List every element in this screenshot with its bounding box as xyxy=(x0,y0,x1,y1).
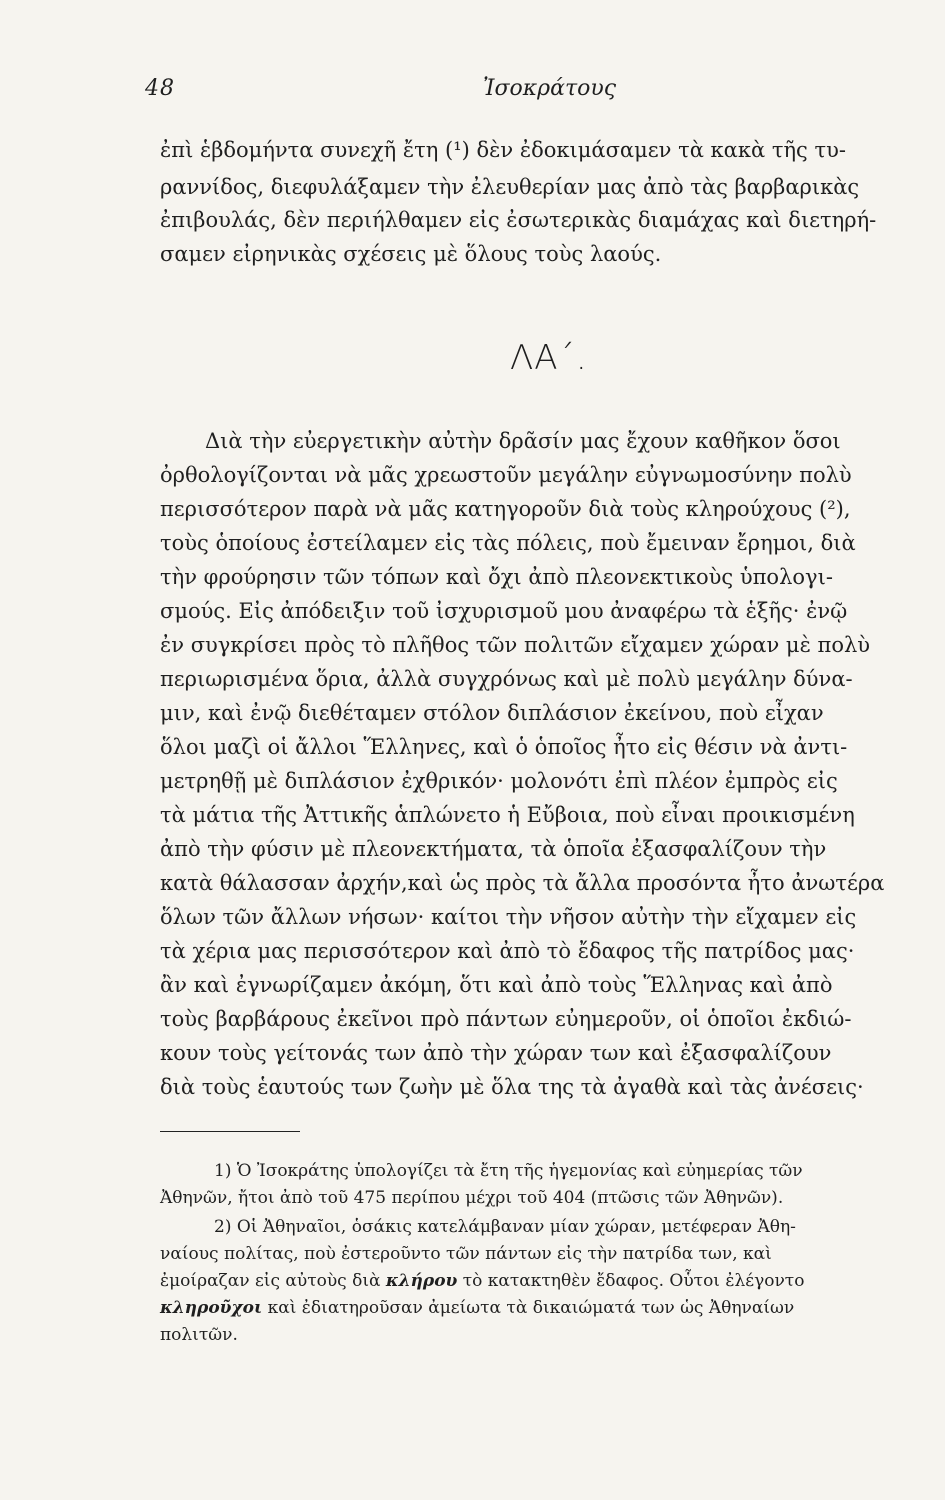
text-line: ὅλων τῶν ἄλλων νήσων· καίτοι τὴν νῆσον αὐτὴν τὴν εἴχαμεν εἰς xyxy=(160,905,857,929)
running-head: Ἰσοκράτους xyxy=(483,76,617,101)
footnote-line xyxy=(160,1268,920,1294)
text-line: ραννίδος, διεφυλάξαμεν τὴν ἐλευθερίαν μας ἀπὸ τὰς βαρβαρικὰς xyxy=(160,175,860,199)
text-line: τὰ χέρια μας περισσότερον καὶ ἀπὸ τὸ ἔδαφος τῆς πατρίδος μας· xyxy=(160,939,855,963)
text-line: τὰ μάτια τῆς Ἀττικῆς ἁπλώνετο ἡ Εὔβοια, ποὺ εἶναι προικισμένη xyxy=(160,803,855,827)
text-line: Διὰ τὴν εὐεργετικὴν αὐτὴν δρᾶσίν μας ἔχουν καθῆκον ὅσοι xyxy=(205,429,841,453)
page-header xyxy=(145,76,805,106)
text-line: ἂν καὶ ἐγνωρίζαμεν ἀκόμη, ὅτι καὶ ἀπὸ τοὺς Ἕλληνας καὶ ἀπὸ xyxy=(160,973,833,997)
footnote-line: πολιτῶν. xyxy=(160,1325,238,1345)
text-line: σαμεν εἰρηνικὰς σχέσεις μὲ ὅλους τοὺς λαούς. xyxy=(160,242,662,266)
text-line: τοὺς ὁποίους ἐστείλαμεν εἰς τὰς πόλεις, ποὺ ἔμειναν ἔρημοι, διὰ xyxy=(160,531,856,555)
footnote-line: Ἀθηνῶν, ἤτοι ἀπὸ τοῦ 475 περίπου μέχρι τοῦ 404 (πτῶσις τῶν Ἀθηνῶν). xyxy=(160,1188,784,1208)
text-line: περιωρισμένα ὅρια, ἀλλὰ συγχρόνως καὶ μὲ πολὺ μεγάλην δύνα- xyxy=(160,667,853,691)
footnote-emphasis: κλήρου xyxy=(385,1271,458,1291)
text-line: ἐπὶ ἑβδομήντα συνεχῆ ἔτη (¹) δὲν ἐδοκιμάσαμεν τὰ κακὰ τῆς τυ- xyxy=(160,138,846,162)
text-line: κατὰ θάλασσαν ἀρχήν,καὶ ὡς πρὸς τὰ ἄλλα προσόντα ἦτο ἀνωτέρα xyxy=(160,871,885,895)
text-line: περισσότερον παρὰ νὰ μᾶς κατηγοροῦν διὰ τοὺς κληρούχους (²), xyxy=(160,497,851,521)
text-line: ἐν συγκρίσει πρὸς τὸ πλῆθος τῶν πολιτῶν εἴχαμεν χώραν μὲ πολὺ xyxy=(160,633,871,657)
chapter-heading: ΛΑ΄. xyxy=(510,338,588,378)
footnote-line: 1) Ὁ Ἰσοκράτης ὑπολογίζει τὰ ἔτη τῆς ἡγεμονίας καὶ εὐημερίας τῶν xyxy=(214,1161,803,1181)
footnote-line: ναίους πολίτας, ποὺ ἐστεροῦντο τῶν πάντων εἰς τὴν πατρίδα των, καὶ xyxy=(160,1244,772,1264)
footnote-emphasis: κληροῦχοι xyxy=(160,1298,263,1318)
text-line: κουν τοὺς γείτονάς των ἀπὸ τὴν χώραν των καὶ ἐξασφαλίζουν xyxy=(160,1041,832,1065)
text-line: μετρηθῇ μὲ διπλάσιον ἐχθρικόν· μολονότι ἐπὶ πλέον ἐμπρὸς εἰς xyxy=(160,769,838,793)
footnote-divider xyxy=(160,1131,300,1132)
footnote-text: ἐμοίραζαν εἰς αὐτοὺς διὰ xyxy=(160,1271,386,1291)
text-line: διὰ τοὺς ἑαυτούς των ζωὴν μὲ ὅλα της τὰ ἀγαθὰ καὶ τὰς ἀνέσεις· xyxy=(160,1075,864,1099)
text-line: ἀπὸ τὴν φύσιν μὲ πλεονεκτήματα, τὰ ὁποῖα ἐξασφαλίζουν τὴν xyxy=(160,837,827,861)
text-line: τὴν φρούρησιν τῶν τόπων καὶ ὄχι ἀπὸ πλεονεκτικοὺς ὑπολογι- xyxy=(160,565,833,589)
text-line: ἐπιβουλάς, δὲν περιήλθαμεν εἰς ἐσωτερικὰς διαμάχας καὶ διετηρή- xyxy=(160,208,877,232)
footnote-text: τὸ κατακτηθὲν ἔδαφος. Οὗτοι ἐλέγοντο xyxy=(457,1271,805,1291)
text-line: ὀρθολογίζονται νὰ μᾶς χρεωστοῦν μεγάλην εὐγνωμοσύνην πολὺ xyxy=(160,463,852,487)
footnote-line xyxy=(160,1295,920,1321)
footnote-text: καὶ ἐδιατηροῦσαν ἀμείωτα τὰ δικαιώματά των ὡς Ἀθηναίων xyxy=(262,1298,795,1318)
text-line: σμούς. Εἰς ἀπόδειξιν τοῦ ἰσχυρισμοῦ μου ἀναφέρω τὰ ἑξῆς· ἐνῷ xyxy=(160,599,848,623)
footnote-line: 2) Οἱ Ἀθηναῖοι, ὁσάκις κατελάμβαναν μίαν χώραν, μετέφεραν Ἀθη- xyxy=(214,1217,796,1237)
text-line: μιν, καὶ ἐνῷ διεθέταμεν στόλον διπλάσιον ἐκείνου, ποὺ εἶχαν xyxy=(160,701,824,725)
text-line: ὅλοι μαζὶ οἱ ἄλλοι Ἕλληνες, καὶ ὁ ὁποῖος ἦτο εἰς θέσιν νὰ ἀντι- xyxy=(160,735,848,759)
page-number: 48 xyxy=(145,76,175,101)
text-line: τοὺς βαρβάρους ἐκεῖνοι πρὸ πάντων εὐημεροῦν, οἱ ὁποῖοι ἐκδιώ- xyxy=(160,1007,852,1031)
